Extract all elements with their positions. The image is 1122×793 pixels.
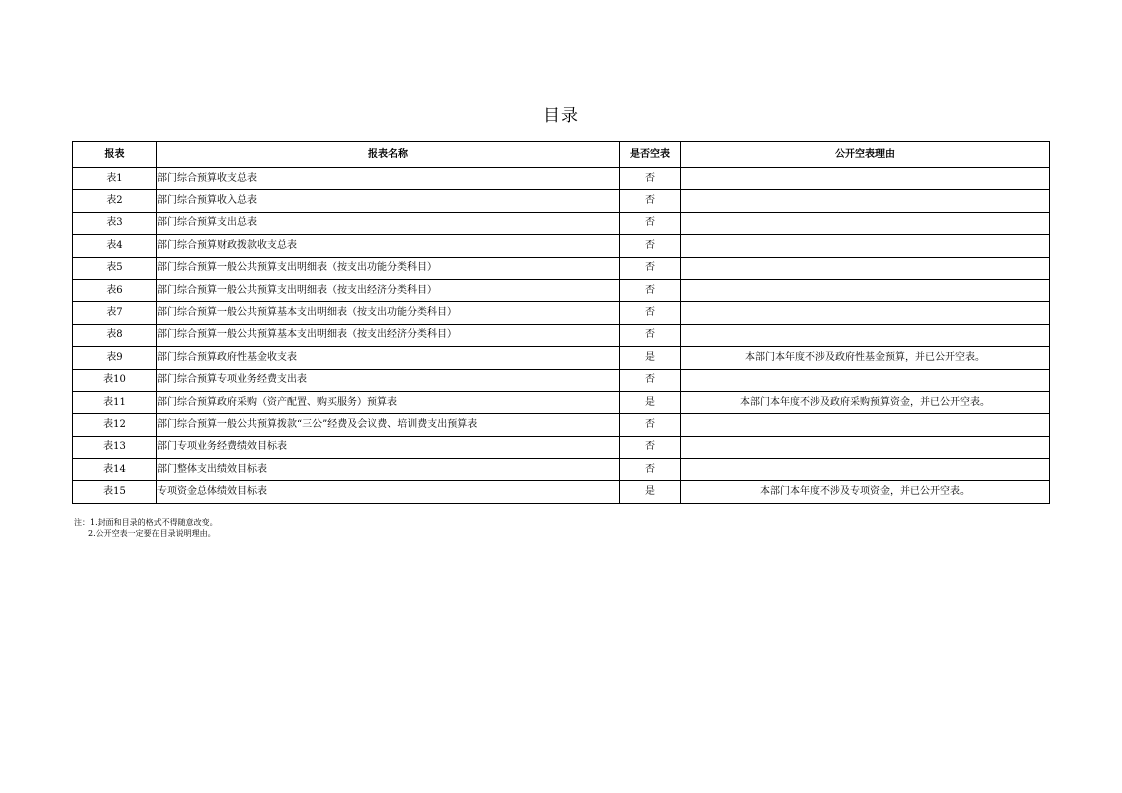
row-id-cell: 表5 [73, 257, 157, 279]
table-row [73, 302, 1050, 324]
note-line-1: 注：1.封面和目录的格式不得随意改变。 [74, 518, 218, 527]
row-id-cell: 表13 [73, 436, 157, 458]
header-reason: 公开空表理由 [681, 142, 1050, 168]
row-id-cell: 表14 [73, 459, 157, 481]
table-row [73, 436, 1050, 458]
row-reason-cell [681, 279, 1050, 301]
row-reason-cell: 本部门本年度不涉及政府性基金预算，并已公开空表。 [681, 347, 1050, 369]
row-id-cell: 表1 [73, 168, 157, 190]
row-is-empty-cell: 否 [620, 168, 681, 190]
table-body [73, 168, 1050, 504]
table-row [73, 212, 1050, 234]
table-row [73, 391, 1050, 413]
row-id-cell: 表15 [73, 481, 157, 503]
row-reason-cell [681, 369, 1050, 391]
row-id-cell: 表12 [73, 414, 157, 436]
row-reason-cell [681, 302, 1050, 324]
row-name-cell: 部门整体支出绩效目标表 [157, 459, 620, 481]
table-row [73, 414, 1050, 436]
page-title: 目录 [543, 106, 579, 126]
table-row [73, 459, 1050, 481]
row-id-cell: 表6 [73, 279, 157, 301]
row-name-cell: 部门综合预算财政拨款收支总表 [157, 235, 620, 257]
row-is-empty-cell: 否 [620, 414, 681, 436]
row-is-empty-cell: 是 [620, 481, 681, 503]
row-is-empty-cell: 是 [620, 391, 681, 413]
row-is-empty-cell: 否 [620, 436, 681, 458]
table-row [73, 481, 1050, 503]
toc-table [72, 141, 1050, 504]
row-id-cell: 表10 [73, 369, 157, 391]
row-name-cell: 部门综合预算政府性基金收支表 [157, 347, 620, 369]
row-id-cell: 表9 [73, 347, 157, 369]
row-name-cell: 部门综合预算一般公共预算拨款“三公”经费及会议费、培训费支出预算表 [157, 414, 620, 436]
row-name-cell: 部门综合预算收入总表 [157, 190, 620, 212]
row-name-cell: 部门综合预算支出总表 [157, 212, 620, 234]
row-reason-cell [681, 212, 1050, 234]
row-reason-cell [681, 414, 1050, 436]
row-is-empty-cell: 否 [620, 257, 681, 279]
row-name-cell: 部门综合预算一般公共预算支出明细表（按支出经济分类科目） [157, 279, 620, 301]
row-is-empty-cell: 否 [620, 279, 681, 301]
row-name-cell: 专项资金总体绩效目标表 [157, 481, 620, 503]
note-line-2: 2.公开空表一定要在目录说明理由。 [88, 529, 216, 538]
row-is-empty-cell: 否 [620, 459, 681, 481]
row-reason-cell [681, 436, 1050, 458]
table-row [73, 257, 1050, 279]
row-name-cell: 部门综合预算一般公共预算支出明细表（按支出功能分类科目） [157, 257, 620, 279]
table-row [73, 168, 1050, 190]
notes [74, 517, 218, 539]
row-is-empty-cell: 否 [620, 302, 681, 324]
row-name-cell: 部门综合预算一般公共预算基本支出明细表（按支出功能分类科目） [157, 302, 620, 324]
row-reason-cell: 本部门本年度不涉及专项资金，并已公开空表。 [681, 481, 1050, 503]
row-name-cell: 部门专项业务经费绩效目标表 [157, 436, 620, 458]
row-is-empty-cell: 否 [620, 190, 681, 212]
row-reason-cell: 本部门本年度不涉及政府采购预算资金，并已公开空表。 [681, 391, 1050, 413]
row-id-cell: 表11 [73, 391, 157, 413]
row-is-empty-cell: 否 [620, 369, 681, 391]
row-reason-cell [681, 257, 1050, 279]
row-reason-cell [681, 459, 1050, 481]
row-id-cell: 表2 [73, 190, 157, 212]
table-row [73, 324, 1050, 346]
table-row [73, 235, 1050, 257]
row-reason-cell [681, 168, 1050, 190]
row-is-empty-cell: 否 [620, 324, 681, 346]
row-name-cell: 部门综合预算专项业务经费支出表 [157, 369, 620, 391]
row-name-cell: 部门综合预算收支总表 [157, 168, 620, 190]
row-is-empty-cell: 否 [620, 212, 681, 234]
row-id-cell: 表7 [73, 302, 157, 324]
row-is-empty-cell: 是 [620, 347, 681, 369]
row-id-cell: 表8 [73, 324, 157, 346]
table-row [73, 369, 1050, 391]
row-name-cell: 部门综合预算一般公共预算基本支出明细表（按支出经济分类科目） [157, 324, 620, 346]
table-row [73, 347, 1050, 369]
header-name: 报表名称 [157, 142, 620, 168]
row-is-empty-cell: 否 [620, 235, 681, 257]
header-id: 报表 [73, 142, 157, 168]
table-header-row [73, 142, 1050, 168]
row-id-cell: 表4 [73, 235, 157, 257]
row-id-cell: 表3 [73, 212, 157, 234]
row-reason-cell [681, 324, 1050, 346]
table-row [73, 279, 1050, 301]
row-reason-cell [681, 235, 1050, 257]
row-name-cell: 部门综合预算政府采购（资产配置、购买服务）预算表 [157, 391, 620, 413]
header-is-empty: 是否空表 [620, 142, 681, 168]
table-row [73, 190, 1050, 212]
row-reason-cell [681, 190, 1050, 212]
